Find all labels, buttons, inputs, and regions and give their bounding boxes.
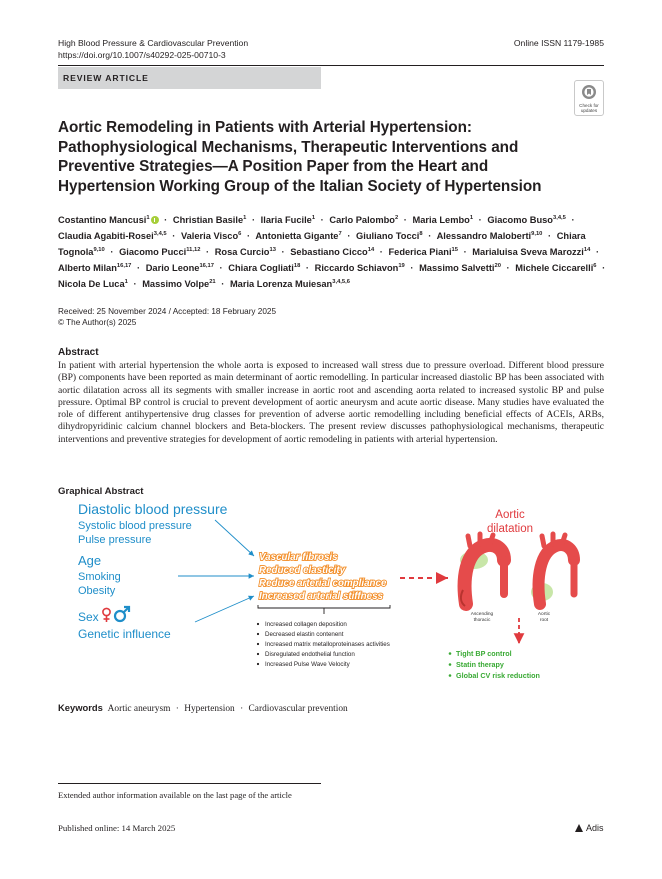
author-separator: · [602, 262, 606, 273]
author-name[interactable]: Massimo Volpe [142, 278, 210, 289]
author-separator: · [221, 278, 225, 289]
ga-bp-item: Pulse pressure [78, 534, 152, 546]
keywords [58, 702, 348, 714]
arrow-sex [195, 596, 254, 622]
author-name[interactable]: Costantino Mancusi [58, 215, 147, 226]
abstract-text: In patient with arterial hypertension the whole aorta is exposed to increased wall stress due to pressure overload. Different blood pressure (BP) components have been reported as main determinant of aortic remodelling. In particular increased diastolic BP has been associated with aortic dilatation across all its segments with smaller increase in aortic root and ascending aorta related to increased systolic BP and pulse pressure. Optimal BP control is crucial to prevent development of aortic aneurysm and acute aortic disease. Many studies have evaluated the role of different antihypertensive drug classes for prevention of adverse aortic remodelling including beneficial effects of ACEIs, ARBs, dihydropyridinic calcium channel blockers and Beta-blockers. The present review discusses pathophysiological mechanisms, therapeutic interventions and preventive strategies for development of aortic remodeling in patients with arterial hypertension. [58, 360, 604, 445]
author-separator: · [164, 215, 168, 226]
author-separator: · [571, 215, 575, 226]
ga-detail: Disregulated endothelial function [265, 651, 355, 658]
author-separator: · [281, 246, 285, 257]
author-separator: · [305, 262, 310, 273]
author-separator: · [206, 246, 210, 257]
author-name[interactable]: Giacomo Pucci [119, 246, 187, 257]
author-name[interactable]: Chiara Tognola [58, 230, 586, 257]
author-name[interactable]: Carlo Palombo [329, 215, 395, 226]
author-separator: · [347, 230, 351, 241]
author-name[interactable]: Christian Basile [172, 215, 244, 226]
author-affiliation: 3,4,5 [552, 215, 566, 221]
author-affiliation: 9,10 [531, 230, 543, 237]
author-separator: · [410, 262, 414, 273]
footnote-rule [58, 783, 321, 784]
doi-link[interactable]: https://doi.org/10.1007/s40292-025-00710-3 [58, 49, 226, 60]
ga-outcome-title: dilatation [486, 523, 534, 535]
copyright: © The Author(s) 2025 [58, 318, 137, 327]
author-affiliation: 15 [451, 246, 458, 253]
ga-risk-item: Smoking [78, 571, 121, 583]
therapy-bullets [449, 652, 452, 677]
author-affiliation: 2 [394, 215, 399, 221]
author-name[interactable]: Riccardo Schiavon [314, 262, 399, 273]
badge-line-2: updates [580, 108, 598, 113]
author-affiliation: 14 [583, 246, 591, 253]
author-name[interactable]: Sebastiano Cicco [290, 246, 368, 257]
author-name[interactable]: Giuliano Tocci [356, 230, 420, 241]
author-affiliation: 1 [469, 215, 474, 221]
author-affiliation: 1 [311, 215, 316, 221]
author-separator: · [548, 230, 552, 241]
author-name[interactable]: Michele Ciccarelli [515, 262, 594, 273]
graphical-abstract-heading: Graphical Abstract [58, 486, 144, 497]
author-affiliation: 19 [398, 262, 405, 269]
author-affiliation: 14 [367, 246, 375, 253]
ga-detail: Increased Pulse Wave Velocity [265, 661, 350, 668]
author-separator: · [172, 230, 176, 241]
author-separator: · [428, 230, 432, 241]
author-affiliation: 18 [293, 262, 301, 269]
ga-mechanism: Reduce arterial compliance [259, 578, 387, 589]
ga-outcome-title: Aortic [495, 509, 525, 521]
author-affiliation: 6 [238, 230, 242, 237]
ga-detail: Decreased elastin contenent [265, 631, 344, 638]
issn: Online ISSN 1179-1985 [513, 38, 604, 48]
detail-bullets [257, 623, 259, 665]
running-header [58, 38, 248, 61]
badge-line-1: Check for [579, 103, 599, 108]
ga-bp-item: Systolic blood pressure [78, 520, 192, 532]
author-name[interactable]: Marialuisa Sveva Marozzi [472, 246, 584, 257]
publisher-name: Adis [586, 823, 604, 833]
author-affiliation: 20 [494, 262, 501, 269]
author-affiliation: 8 [419, 230, 423, 237]
author-separator: · [320, 215, 324, 226]
author-affiliation: 1 [146, 215, 150, 221]
aorta-label: Ascending [470, 612, 494, 617]
keyword: Hypertension [184, 704, 235, 714]
header-rule [58, 65, 604, 66]
author-name[interactable]: Massimo Salvetti [419, 262, 495, 273]
aorta-label: Aortic [537, 612, 551, 617]
orcid-icon[interactable] [151, 216, 159, 224]
male-symbol-icon [115, 607, 129, 621]
author-separator: · [403, 215, 407, 226]
ga-therapy: Tight BP control [456, 649, 512, 658]
arrow-bp [215, 520, 254, 556]
author-separator: · [246, 230, 251, 241]
author-separator: · [251, 215, 256, 226]
keyword: Aortic aneurysm [107, 704, 171, 714]
keyword-separator: · [240, 704, 244, 714]
mechanism-bracket [258, 605, 390, 608]
ga-mechanism: Reduced elasticity [259, 565, 346, 576]
author-name[interactable]: Valeria Visco [180, 230, 239, 241]
author-separator: · [133, 278, 137, 289]
author-name[interactable]: Maria Lorenza Muiesan [229, 278, 333, 289]
author-affiliation: 9,10 [93, 246, 105, 253]
author-name[interactable]: Ilaria Fucile [260, 215, 312, 226]
ga-mechanism: Vascular fibrosis [259, 552, 338, 563]
keyword-separator: · [175, 704, 179, 714]
author-list [58, 212, 613, 291]
aorta-label: thoracic [473, 618, 491, 623]
author-affiliation: 6 [593, 262, 597, 269]
author-affiliation: 16,17 [199, 262, 214, 269]
ascending-aorta-illustration [460, 534, 504, 606]
author-separator: · [478, 215, 482, 226]
author-separator: · [110, 246, 114, 257]
abstract-heading: Abstract [58, 347, 99, 358]
author-affiliation: 3,4,5,6 [332, 278, 350, 285]
author-separator: · [137, 262, 141, 273]
author-name[interactable]: Maria Lembo [412, 215, 470, 226]
author-name[interactable]: Rosa Curcio [214, 246, 270, 257]
author-affiliation: 1 [124, 278, 128, 285]
ga-mechanism: Increased arterial stiffness [259, 591, 383, 602]
received-accepted: Received: 25 November 2024 / Accepted: 18 February 2025 [58, 307, 277, 316]
author-separator: · [595, 246, 600, 257]
article-dates [58, 306, 276, 328]
publisher [575, 823, 604, 833]
ga-therapy: Global CV risk reduction [456, 671, 540, 680]
article-type-band: REVIEW ARTICLE [58, 67, 321, 89]
author-name[interactable]: Chiara Cogliati [228, 262, 294, 273]
journal-name: High Blood Pressure & Cardiovascular Prevention [58, 38, 249, 48]
ga-detail: Increased collagen deposition [265, 621, 347, 628]
author-affiliation: 11,12 [186, 246, 201, 253]
ga-bp-main: Diastolic blood pressure [78, 501, 228, 517]
author-affiliation: 3,4,5 [153, 230, 167, 237]
graphical-abstract-figure [70, 498, 600, 690]
author-affiliation: 13 [269, 246, 276, 253]
author-name[interactable]: Claudia Agabiti-Rosei [58, 230, 154, 241]
author-name[interactable]: Alberto Milan [58, 262, 117, 273]
author-name[interactable]: Federica Piani [388, 246, 452, 257]
author-name[interactable]: Giacomo Buso [487, 215, 553, 226]
ga-risk-main: Age [78, 553, 102, 568]
adis-logo-icon [575, 824, 583, 832]
bookmark-icon [581, 84, 597, 102]
keywords-label: Keywords [58, 702, 103, 713]
author-affiliation: 7 [338, 230, 342, 237]
author-separator: · [463, 246, 467, 257]
aortic-root-illustration [531, 534, 574, 604]
author-name[interactable]: Antonietta Gigante [255, 230, 339, 241]
author-separator: · [506, 262, 510, 273]
author-affiliation: 16,17 [116, 262, 132, 269]
published-date: Published online: 14 March 2025 [58, 823, 176, 833]
keyword: Cardiovascular prevention [248, 704, 348, 714]
footnote: Extended author information available on the last page of the article [58, 790, 292, 800]
author-separator: · [379, 246, 383, 257]
check-for-updates-badge[interactable] [574, 80, 604, 116]
ga-detail: Increased matrix metalloproteinases activities [265, 641, 390, 648]
author-name[interactable]: Alessandro Maloberti [436, 230, 532, 241]
author-affiliation: 1 [243, 215, 247, 221]
author-name[interactable]: Nicola De Luca [58, 278, 125, 289]
article-title: Aortic Remodeling in Patients with Arterial Hypertension: Pathophysiological Mechanisms, Therapeutic Interventions and Preventive Strategies—A Position Paper from the Heart and Hypertension Working Group of the Italian Society of Hypertension [58, 119, 542, 195]
ga-therapy: Statin therapy [456, 660, 504, 669]
ga-genetic: Genetic influence [78, 627, 171, 641]
author-name[interactable]: Dario Leone [145, 262, 200, 273]
aorta-label: root [539, 618, 549, 623]
author-affiliation: 21 [209, 278, 216, 285]
female-symbol-icon [103, 608, 110, 622]
author-separator: · [219, 262, 223, 273]
ga-sex-label: Sex [78, 610, 99, 624]
ga-risk-item: Obesity [78, 585, 116, 597]
